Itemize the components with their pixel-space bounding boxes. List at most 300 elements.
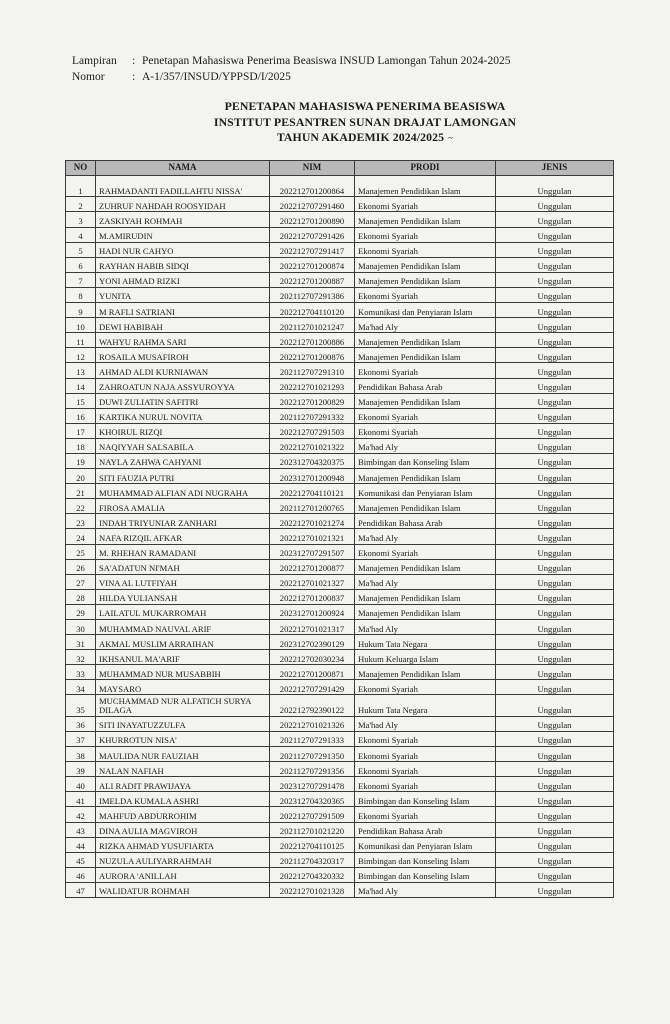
student-nim: 202212701200871 <box>270 665 355 680</box>
table-row <box>66 287 614 302</box>
student-name: KHURROTUN NISA' <box>96 731 270 746</box>
student-name: NAYLA ZAHWA CAHYANI <box>96 453 270 468</box>
student-nim: 202312704320375 <box>270 453 355 468</box>
study-program: Manajemen Pendidikan Islam <box>355 212 496 227</box>
document-header <box>72 53 511 85</box>
student-name: SA'ADATUN NI'MAH <box>96 559 270 574</box>
study-program: Manajemen Pendidikan Islam <box>355 499 496 514</box>
study-program: Pendidikan Bahasa Arab <box>355 822 496 837</box>
study-program: Bimbingan dan Konseling Islam <box>355 867 496 882</box>
study-program: Ekonomi Syariah <box>355 731 496 746</box>
scholarship-type: Unggulan <box>496 822 614 837</box>
row-number: 6 <box>66 257 96 272</box>
table-row <box>66 197 614 212</box>
scholarship-type: Unggulan <box>496 529 614 544</box>
study-program: Ma'had Aly <box>355 716 496 731</box>
student-nim: 202212704110120 <box>270 303 355 318</box>
table-row <box>66 257 614 272</box>
student-name: WALIDATUR ROHMAH <box>96 882 270 897</box>
scholarship-type: Unggulan <box>496 363 614 378</box>
scholarship-type: Unggulan <box>496 867 614 882</box>
scholarship-type: Unggulan <box>496 453 614 468</box>
student-nim: 202212701021322 <box>270 438 355 453</box>
table-header-row <box>66 161 614 176</box>
student-name: MAHFUD ABDURROHIM <box>96 807 270 822</box>
row-number: 44 <box>66 837 96 852</box>
student-name: HILDA YULIANSAH <box>96 589 270 604</box>
row-number: 9 <box>66 303 96 318</box>
table-row <box>66 777 614 792</box>
study-program: Ekonomi Syariah <box>355 544 496 559</box>
title-line-3: TAHUN AKADEMIK 2024/2025 <box>276 130 445 144</box>
student-name: M. RHEHAN RAMADANI <box>96 544 270 559</box>
study-program: Pendidikan Bahasa Arab <box>355 514 496 529</box>
recipients-table <box>65 160 614 898</box>
row-number: 43 <box>66 822 96 837</box>
study-program: Ma'had Aly <box>355 318 496 333</box>
row-number: 30 <box>66 620 96 635</box>
row-number: 1 <box>66 176 96 197</box>
student-name: YONI AHMAD RIZKI <box>96 272 270 287</box>
student-name: ALI RADIT PRAWIJAYA <box>96 777 270 792</box>
student-nim: 202212701021321 <box>270 529 355 544</box>
scholarship-type: Unggulan <box>496 378 614 393</box>
lampiran-colon: : <box>132 55 136 67</box>
student-nim: 202112704320317 <box>270 852 355 867</box>
study-program: Hukum Keluarga Islam <box>355 650 496 665</box>
study-program: Manajemen Pendidikan Islam <box>355 257 496 272</box>
scholarship-type: Unggulan <box>496 882 614 897</box>
table-row <box>66 514 614 529</box>
column-header-nim: NIM <box>270 161 355 176</box>
student-nim: 202112707291333 <box>270 731 355 746</box>
row-number: 47 <box>66 882 96 897</box>
student-name: FIROSA AMALIA <box>96 499 270 514</box>
row-number: 23 <box>66 514 96 529</box>
student-nim: 202212701200876 <box>270 348 355 363</box>
study-program: Bimbingan dan Konseling Islam <box>355 453 496 468</box>
table-row <box>66 212 614 227</box>
scholarship-type: Unggulan <box>496 197 614 212</box>
row-number: 26 <box>66 559 96 574</box>
student-nim: 202212701021327 <box>270 574 355 589</box>
study-program: Ekonomi Syariah <box>355 777 496 792</box>
scholarship-type: Unggulan <box>496 747 614 762</box>
table-row <box>66 731 614 746</box>
student-name: ZASKIYAH ROHMAH <box>96 212 270 227</box>
student-name: AURORA 'ANILLAH <box>96 867 270 882</box>
student-name: MUHAMMAD NUR MUSABBIH <box>96 665 270 680</box>
table-row <box>66 574 614 589</box>
study-program: Manajemen Pendidikan Islam <box>355 589 496 604</box>
student-nim: 202212701021274 <box>270 514 355 529</box>
student-name: RAYHAN HABIB SIDQI <box>96 257 270 272</box>
row-number: 41 <box>66 792 96 807</box>
scholarship-type: Unggulan <box>496 807 614 822</box>
scholarship-type: Unggulan <box>496 272 614 287</box>
row-number: 36 <box>66 716 96 731</box>
scholarship-type: Unggulan <box>496 665 614 680</box>
student-name: ZAHROATUN NAJA ASSYUROYYA <box>96 378 270 393</box>
scholarship-type: Unggulan <box>496 777 614 792</box>
study-program: Ekonomi Syariah <box>355 197 496 212</box>
study-program: Ma'had Aly <box>355 574 496 589</box>
student-name: KARTIKA NURUL NOVITA <box>96 408 270 423</box>
student-nim: 202212704110121 <box>270 484 355 499</box>
row-number: 19 <box>66 453 96 468</box>
scholarship-type: Unggulan <box>496 604 614 619</box>
student-nim: 202212702030234 <box>270 650 355 665</box>
table-row <box>66 604 614 619</box>
row-number: 32 <box>66 650 96 665</box>
scholarship-type: Unggulan <box>496 227 614 242</box>
study-program: Komunikasi dan Penyiaran Islam <box>355 484 496 499</box>
student-nim: 202212701200874 <box>270 257 355 272</box>
student-name: AHMAD ALDI KURNIAWAN <box>96 363 270 378</box>
student-nim: 202212792390122 <box>270 695 355 716</box>
table-row <box>66 318 614 333</box>
student-nim: 202112701021247 <box>270 318 355 333</box>
student-name: AKMAL MUSLIM ARRAIHAN <box>96 635 270 650</box>
table-row <box>66 176 614 197</box>
study-program: Ma'had Aly <box>355 438 496 453</box>
table-row <box>66 423 614 438</box>
study-program: Manajemen Pendidikan Islam <box>355 393 496 408</box>
table-row <box>66 227 614 242</box>
student-nim: 202112701200765 <box>270 499 355 514</box>
student-nim: 202312701200948 <box>270 469 355 484</box>
scholarship-type: Unggulan <box>496 574 614 589</box>
row-number: 24 <box>66 529 96 544</box>
study-program: Ma'had Aly <box>355 529 496 544</box>
study-program: Ekonomi Syariah <box>355 807 496 822</box>
student-name: SITI INAYATUZZULFA <box>96 716 270 731</box>
table-row <box>66 620 614 635</box>
student-nim: 202312707291507 <box>270 544 355 559</box>
student-name: ZUHRUF NAHDAH ROOSYIDAH <box>96 197 270 212</box>
table-row <box>66 822 614 837</box>
row-number: 2 <box>66 197 96 212</box>
table-row <box>66 469 614 484</box>
table-row <box>66 589 614 604</box>
study-program: Bimbingan dan Konseling Islam <box>355 852 496 867</box>
study-program: Ekonomi Syariah <box>355 363 496 378</box>
table-row <box>66 680 614 695</box>
scholarship-type: Unggulan <box>496 650 614 665</box>
student-nim: 202112707291350 <box>270 747 355 762</box>
table-row <box>66 484 614 499</box>
study-program: Ekonomi Syariah <box>355 287 496 302</box>
row-number: 33 <box>66 665 96 680</box>
nomor-row <box>72 69 511 85</box>
study-program: Ekonomi Syariah <box>355 242 496 257</box>
table-row <box>66 792 614 807</box>
table-row <box>66 544 614 559</box>
student-nim: 202212701021317 <box>270 620 355 635</box>
row-number: 13 <box>66 363 96 378</box>
table-row <box>66 348 614 363</box>
table-row <box>66 363 614 378</box>
scholarship-type: Unggulan <box>496 484 614 499</box>
study-program: Pendidikan Bahasa Arab <box>355 378 496 393</box>
student-name: M.AMIRUDIN <box>96 227 270 242</box>
study-program: Manajemen Pendidikan Islam <box>355 272 496 287</box>
table-row <box>66 408 614 423</box>
study-program: Ma'had Aly <box>355 882 496 897</box>
scholarship-type: Unggulan <box>496 348 614 363</box>
student-name: RIZKA AHMAD YUSUFIARTA <box>96 837 270 852</box>
row-number: 20 <box>66 469 96 484</box>
student-name: VINA AL LUTFIYAH <box>96 574 270 589</box>
student-name: INDAH TRIYUNIAR ZANHARI <box>96 514 270 529</box>
student-nim: 202312701200924 <box>270 604 355 619</box>
table-row <box>66 716 614 731</box>
student-name: RAHMADANTI FADILLAHTU NISSA' <box>96 176 270 197</box>
student-name: M RAFLI SATRIANI <box>96 303 270 318</box>
row-number: 5 <box>66 242 96 257</box>
table-row <box>66 762 614 777</box>
row-number: 27 <box>66 574 96 589</box>
student-name: IKHSANUL MA'ARIF <box>96 650 270 665</box>
study-program: Hukum Tata Negara <box>355 695 496 716</box>
student-nim: 202212704320332 <box>270 867 355 882</box>
column-header-jenis: JENIS <box>496 161 614 176</box>
study-program: Ekonomi Syariah <box>355 227 496 242</box>
row-number: 29 <box>66 604 96 619</box>
student-nim: 202212701200890 <box>270 212 355 227</box>
table-row <box>66 438 614 453</box>
row-number: 16 <box>66 408 96 423</box>
study-program: Komunikasi dan Penyiaran Islam <box>355 837 496 852</box>
scholarship-type: Unggulan <box>496 559 614 574</box>
student-nim: 202212707291426 <box>270 227 355 242</box>
table-row <box>66 393 614 408</box>
student-name: DEWI HABIBAH <box>96 318 270 333</box>
row-number: 34 <box>66 680 96 695</box>
table-row <box>66 333 614 348</box>
student-nim: 202312707291478 <box>270 777 355 792</box>
study-program: Ma'had Aly <box>355 620 496 635</box>
scholarship-type: Unggulan <box>496 544 614 559</box>
title-line-2: INSTITUT PESANTREN SUNAN DRAJAT LAMONGAN <box>213 114 517 129</box>
student-name: LAILATUL MUKARROMAH <box>96 604 270 619</box>
student-nim: 202212701200864 <box>270 176 355 197</box>
column-header-nama: NAMA <box>96 161 270 176</box>
row-number: 39 <box>66 762 96 777</box>
scholarship-type: Unggulan <box>496 731 614 746</box>
student-nim: 202212701200837 <box>270 589 355 604</box>
title-line-3-wrap <box>60 130 670 147</box>
lampiran-value: Penetapan Mahasiswa Penerima Beasiswa INSUD Lamongan Tahun 2024-2025 <box>142 55 511 67</box>
table-row <box>66 867 614 882</box>
table-row <box>66 837 614 852</box>
scholarship-type: Unggulan <box>496 257 614 272</box>
study-program: Manajemen Pendidikan Islam <box>355 665 496 680</box>
student-nim: 202212701200829 <box>270 393 355 408</box>
student-nim: 202212701200887 <box>270 272 355 287</box>
table-row <box>66 559 614 574</box>
student-name: NALAN NAFIAH <box>96 762 270 777</box>
student-nim: 202212707291429 <box>270 680 355 695</box>
row-number: 45 <box>66 852 96 867</box>
student-nim: 202212707291460 <box>270 197 355 212</box>
scholarship-type: Unggulan <box>496 287 614 302</box>
row-number: 3 <box>66 212 96 227</box>
scholarship-type: Unggulan <box>496 303 614 318</box>
table-row <box>66 303 614 318</box>
student-name: YUNITA <box>96 287 270 302</box>
table-row <box>66 807 614 822</box>
table-row <box>66 635 614 650</box>
scholarship-type: Unggulan <box>496 469 614 484</box>
scholarship-type: Unggulan <box>496 852 614 867</box>
lampiran-label: Lampiran <box>72 55 117 67</box>
study-program: Manajemen Pendidikan Islam <box>355 469 496 484</box>
table-row <box>66 242 614 257</box>
student-nim: 202112707291310 <box>270 363 355 378</box>
column-header-prodi: PRODI <box>355 161 496 176</box>
table-row <box>66 272 614 287</box>
scholarship-type: Unggulan <box>496 438 614 453</box>
student-nim: 202312702390129 <box>270 635 355 650</box>
scholarship-type: Unggulan <box>496 620 614 635</box>
nomor-value: A-1/357/INSUD/YPPSD/I/2025 <box>142 71 291 83</box>
student-name: WAHYU RAHMA SARI <box>96 333 270 348</box>
scholarship-type: Unggulan <box>496 514 614 529</box>
student-nim: 202112701021220 <box>270 822 355 837</box>
scholarship-type: Unggulan <box>496 635 614 650</box>
student-nim: 202212701200886 <box>270 333 355 348</box>
student-nim: 202212707291417 <box>270 242 355 257</box>
student-name: NUZULA AULIYARRAHMAH <box>96 852 270 867</box>
student-name: MAYSARO <box>96 680 270 695</box>
student-name: NAFA RIZQIL AFKAR <box>96 529 270 544</box>
table-row <box>66 529 614 544</box>
study-program: Manajemen Pendidikan Islam <box>355 604 496 619</box>
study-program: Bimbingan dan Konseling Islam <box>355 792 496 807</box>
row-number: 15 <box>66 393 96 408</box>
scholarship-type: Unggulan <box>496 792 614 807</box>
nomor-colon: : <box>132 71 136 83</box>
row-number: 40 <box>66 777 96 792</box>
scholarship-type: Unggulan <box>496 499 614 514</box>
scholarship-type: Unggulan <box>496 423 614 438</box>
title-line-1: PENETAPAN MAHASISWA PENERIMA BEASISWA <box>224 99 506 113</box>
row-number: 38 <box>66 747 96 762</box>
table-row <box>66 695 614 716</box>
handwritten-tick-mark: ~ <box>448 133 454 143</box>
study-program: Ekonomi Syariah <box>355 747 496 762</box>
student-nim: 202212701021293 <box>270 378 355 393</box>
student-name: MUHAMMAD ALFIAN ADI NUGRAHA <box>96 484 270 499</box>
scholarship-type: Unggulan <box>496 695 614 716</box>
student-nim: 202312704320365 <box>270 792 355 807</box>
study-program: Hukum Tata Negara <box>355 635 496 650</box>
row-number: 17 <box>66 423 96 438</box>
row-number: 28 <box>66 589 96 604</box>
student-name: DUWI ZULIATIN SAFITRI <box>96 393 270 408</box>
row-number: 12 <box>66 348 96 363</box>
row-number: 22 <box>66 499 96 514</box>
scholarship-type: Unggulan <box>496 680 614 695</box>
column-header-no: NO <box>66 161 96 176</box>
student-name: KHOIRUL RIZQI <box>96 423 270 438</box>
student-name: HADI NUR CAHYO <box>96 242 270 257</box>
row-number: 10 <box>66 318 96 333</box>
row-number: 31 <box>66 635 96 650</box>
scholarship-type: Unggulan <box>496 242 614 257</box>
row-number: 21 <box>66 484 96 499</box>
student-name: ROSAILA MUSAFIROH <box>96 348 270 363</box>
student-name: MUCHAMMAD NUR ALFATICH SURYA DILAGA <box>96 695 270 716</box>
student-nim: 202212707291509 <box>270 807 355 822</box>
study-program: Ekonomi Syariah <box>355 423 496 438</box>
student-name: SITI FAUZIA PUTRI <box>96 469 270 484</box>
row-number: 8 <box>66 287 96 302</box>
table-row <box>66 499 614 514</box>
table-row <box>66 852 614 867</box>
table-body <box>66 176 614 898</box>
document-title <box>60 99 670 147</box>
study-program: Manajemen Pendidikan Islam <box>355 333 496 348</box>
row-number: 7 <box>66 272 96 287</box>
student-nim: 202212707291503 <box>270 423 355 438</box>
row-number: 25 <box>66 544 96 559</box>
student-name: MUHAMMAD NAUVAL ARIF <box>96 620 270 635</box>
table-row <box>66 650 614 665</box>
scholarship-type: Unggulan <box>496 393 614 408</box>
scholarship-type: Unggulan <box>496 837 614 852</box>
student-nim: 202112707291356 <box>270 762 355 777</box>
row-number: 42 <box>66 807 96 822</box>
study-program: Komunikasi dan Penyiaran Islam <box>355 303 496 318</box>
row-number: 11 <box>66 333 96 348</box>
student-nim: 202212701021326 <box>270 716 355 731</box>
scholarship-type: Unggulan <box>496 212 614 227</box>
student-nim: 202212701200877 <box>270 559 355 574</box>
study-program: Manajemen Pendidikan Islam <box>355 348 496 363</box>
study-program: Manajemen Pendidikan Islam <box>355 176 496 197</box>
scholarship-type: Unggulan <box>496 333 614 348</box>
student-nim: 202112707291386 <box>270 287 355 302</box>
scholarship-type: Unggulan <box>496 408 614 423</box>
row-number: 46 <box>66 867 96 882</box>
table-row <box>66 378 614 393</box>
table-row <box>66 747 614 762</box>
study-program: Ekonomi Syariah <box>355 762 496 777</box>
row-number: 14 <box>66 378 96 393</box>
scholarship-type: Unggulan <box>496 716 614 731</box>
study-program: Ekonomi Syariah <box>355 680 496 695</box>
nomor-label: Nomor <box>72 71 105 83</box>
student-name: IMELDA KUMALA ASHRI <box>96 792 270 807</box>
lampiran-row <box>72 53 511 69</box>
scholarship-type: Unggulan <box>496 589 614 604</box>
student-nim: 202212701021328 <box>270 882 355 897</box>
row-number: 18 <box>66 438 96 453</box>
student-nim: 202212704110125 <box>270 837 355 852</box>
row-number: 37 <box>66 731 96 746</box>
student-name: DINA AULIA MAGVIROH <box>96 822 270 837</box>
scholarship-type: Unggulan <box>496 176 614 197</box>
student-name: NAQIYYAH SALSABILA <box>96 438 270 453</box>
study-program: Manajemen Pendidikan Islam <box>355 559 496 574</box>
table-row <box>66 882 614 897</box>
row-number: 35 <box>66 695 96 716</box>
student-name: MAULIDA NUR FAUZIAH <box>96 747 270 762</box>
student-nim: 202112707291332 <box>270 408 355 423</box>
scholarship-type: Unggulan <box>496 762 614 777</box>
